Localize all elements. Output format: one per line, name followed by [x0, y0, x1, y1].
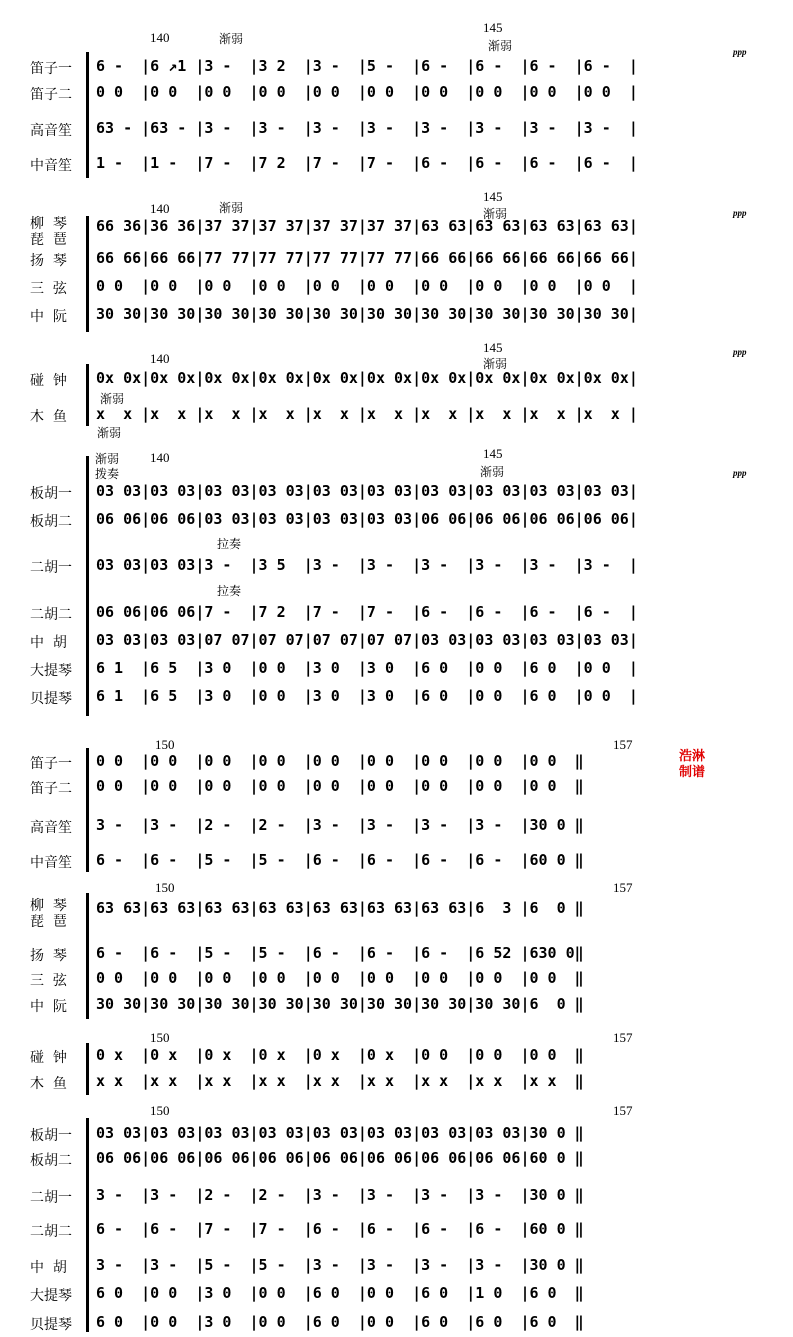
- instrument-label: 贝提琴: [30, 1317, 72, 1333]
- dynamic-marking: 渐弱: [480, 465, 505, 479]
- dynamic-marking: 渐弱: [100, 392, 125, 406]
- notation-line: 1 - |1 - |7 - |7 2 |7 - |7 - |6 - |6 - |6 - |6 - |: [96, 154, 638, 172]
- notation-line: 3 - |3 - |2 - |2 - |3 - |3 - |3 - |3 - |30 0 ‖: [96, 1186, 584, 1204]
- instrument-label: 贝提琴: [30, 691, 72, 707]
- instrument-label: 柳 琴 琵 琶: [30, 898, 67, 930]
- notation-line: 0 0 |0 0 |0 0 |0 0 |0 0 |0 0 |0 0 |0 0 |0 0 ‖: [96, 752, 584, 770]
- dynamic-marking-ppp: ppp: [733, 47, 747, 57]
- measure-number: 157: [613, 1030, 633, 1045]
- instrument-label: 板胡二: [30, 1153, 72, 1169]
- watermark-text: 浩淋 制谱: [679, 749, 706, 780]
- system-bracket: [86, 456, 89, 716]
- notation-line: 3 - |3 - |2 - |2 - |3 - |3 - |3 - |3 - |30 0 ‖: [96, 816, 584, 834]
- measure-number: 140: [150, 30, 170, 45]
- dynamic-marking-ppp: ppp: [733, 347, 747, 357]
- notation-line: 6 - |6 ↗1 |3 - |3 2 |3 - |5 - |6 - |6 - |6 - |6 - |: [96, 57, 638, 75]
- measure-number: 150: [150, 1030, 170, 1045]
- notation-line: 6 1 |6 5 |3 0 |0 0 |3 0 |3 0 |6 0 |0 0 |6 0 |0 0 |: [96, 687, 638, 705]
- measure-number: 145: [483, 446, 503, 461]
- notation-line: 03 03|03 03|3 - |3 5 |3 - |3 - |3 - |3 - |3 - |3 - |: [96, 556, 638, 574]
- instrument-label: 高音笙: [30, 123, 72, 139]
- system-bracket: [86, 1043, 89, 1095]
- notation-line: 66 36|36 36|37 37|37 37|37 37|37 37|63 63|63 63|63 63|63 63|: [96, 217, 638, 235]
- instrument-label: 木 鱼: [30, 1076, 67, 1092]
- instrument-label: 二胡一: [30, 1190, 72, 1206]
- notation-line: 06 06|06 06|7 - |7 2 |7 - |7 - |6 - |6 - |6 - |6 - |: [96, 603, 638, 621]
- notation-line: 06 06|06 06|03 03|03 03|03 03|03 03|06 06|06 06|06 06|06 06|: [96, 510, 638, 528]
- dynamic-marking-ppp: ppp: [733, 208, 747, 218]
- dynamic-marking: 渐弱: [483, 207, 508, 221]
- instrument-label: 板胡一: [30, 1128, 72, 1144]
- notation-line: 6 0 |0 0 |3 0 |0 0 |6 0 |0 0 |6 0 |1 0 |6 0 ‖: [96, 1284, 584, 1302]
- instrument-label: 板胡二: [30, 514, 72, 530]
- notation-line: 63 - |63 - |3 - |3 - |3 - |3 - |3 - |3 - |3 - |3 - |: [96, 119, 638, 137]
- instrument-label: 板胡一: [30, 486, 72, 502]
- notation-line: 0 0 |0 0 |0 0 |0 0 |0 0 |0 0 |0 0 |0 0 |0 0 ‖: [96, 777, 584, 795]
- system-bracket: [86, 52, 89, 178]
- system-bracket: [86, 216, 89, 332]
- instrument-label: 三 弦: [30, 281, 67, 297]
- instrument-label: 中 阮: [30, 309, 67, 325]
- measure-number: 145: [483, 340, 503, 355]
- dynamic-marking: 渐弱: [95, 452, 120, 466]
- system-bracket: [86, 893, 89, 1019]
- instrument-label: 大提琴: [30, 1288, 72, 1304]
- instrument-label: 扬 琴: [30, 253, 67, 269]
- measure-number: 150: [155, 880, 175, 895]
- system-bracket: [86, 748, 89, 872]
- dynamic-marking: 渐弱: [219, 32, 244, 46]
- instrument-label: 木 鱼: [30, 409, 67, 425]
- technique-marking: 拨奏: [95, 467, 120, 481]
- instrument-label: 中 阮: [30, 999, 67, 1015]
- technique-marking: 拉奏: [217, 584, 242, 598]
- dynamic-marking: 渐弱: [483, 357, 508, 371]
- notation-line: 6 0 |0 0 |3 0 |0 0 |6 0 |0 0 |6 0 |6 0 |6 0 ‖: [96, 1313, 584, 1331]
- notation-line: 0 x |0 x |0 x |0 x |0 x |0 x |0 0 |0 0 |0 0 ‖: [96, 1046, 584, 1064]
- notation-line: 0 0 |0 0 |0 0 |0 0 |0 0 |0 0 |0 0 |0 0 |0 0 |0 0 |: [96, 83, 638, 101]
- notation-line: 63 63|63 63|63 63|63 63|63 63|63 63|63 63|6 3 |6 0 ‖: [96, 899, 584, 917]
- measure-number: 157: [613, 1103, 633, 1118]
- notation-line: 3 - |3 - |5 - |5 - |3 - |3 - |3 - |3 - |30 0 ‖: [96, 1256, 584, 1274]
- instrument-label: 中音笙: [30, 855, 72, 871]
- notation-line: 0 0 |0 0 |0 0 |0 0 |0 0 |0 0 |0 0 |0 0 |0 0 ‖: [96, 969, 584, 987]
- notation-line: 66 66|66 66|77 77|77 77|77 77|77 77|66 66|66 66|66 66|66 66|: [96, 249, 638, 267]
- dynamic-marking: 渐弱: [97, 426, 122, 440]
- notation-line: 6 - |6 - |5 - |5 - |6 - |6 - |6 - |6 52 |630 0‖: [96, 944, 584, 962]
- notation-line: 6 - |6 - |5 - |5 - |6 - |6 - |6 - |6 - |60 0 ‖: [96, 851, 584, 869]
- instrument-label: 中 胡: [30, 635, 67, 651]
- instrument-label: 大提琴: [30, 663, 72, 679]
- system-bracket: [86, 1118, 89, 1332]
- notation-line: x x |x x |x x |x x |x x |x x |x x |x x |x x ‖: [96, 1072, 584, 1090]
- instrument-label: 碰 钟: [30, 1050, 67, 1066]
- instrument-label: 三 弦: [30, 973, 67, 989]
- instrument-label: 笛子一: [30, 756, 72, 772]
- measure-number: 145: [483, 20, 503, 35]
- measure-number: 157: [613, 880, 633, 895]
- dynamic-marking: 渐弱: [488, 39, 513, 53]
- measure-number: 145: [483, 189, 503, 204]
- notation-line: 03 03|03 03|07 07|07 07|07 07|07 07|03 03|03 03|03 03|03 03|: [96, 631, 638, 649]
- instrument-label: 二胡二: [30, 1224, 72, 1240]
- instrument-label: 笛子二: [30, 87, 72, 103]
- instrument-label: 二胡二: [30, 607, 72, 623]
- notation-line: x x |x x |x x |x x |x x |x x |x x |x x |x x |x x |: [96, 405, 638, 423]
- notation-line: 30 30|30 30|30 30|30 30|30 30|30 30|30 30|30 30|6 0 ‖: [96, 995, 584, 1013]
- instrument-label: 扬 琴: [30, 948, 67, 964]
- instrument-label: 中 胡: [30, 1260, 67, 1276]
- notation-line: 0 0 |0 0 |0 0 |0 0 |0 0 |0 0 |0 0 |0 0 |0 0 |0 0 |: [96, 277, 638, 295]
- instrument-label: 高音笙: [30, 820, 72, 836]
- technique-marking: 拉奏: [217, 537, 242, 551]
- notation-line: 0x 0x|0x 0x|0x 0x|0x 0x|0x 0x|0x 0x|0x 0x|0x 0x|0x 0x|0x 0x|: [96, 369, 638, 387]
- notation-line: 6 1 |6 5 |3 0 |0 0 |3 0 |3 0 |6 0 |0 0 |6 0 |0 0 |: [96, 659, 638, 677]
- notation-line: 03 03|03 03|03 03|03 03|03 03|03 03|03 03|03 03|30 0 ‖: [96, 1124, 584, 1142]
- measure-number: 157: [613, 737, 633, 752]
- instrument-label: 笛子二: [30, 781, 72, 797]
- dynamic-marking: 渐弱: [219, 201, 244, 215]
- system-bracket: [86, 364, 89, 426]
- measure-number: 150: [150, 1103, 170, 1118]
- measure-number: 140: [150, 450, 170, 465]
- measure-number: 150: [155, 737, 175, 752]
- measure-number: 140: [150, 201, 170, 216]
- notation-line: 03 03|03 03|03 03|03 03|03 03|03 03|03 03|03 03|03 03|03 03|: [96, 482, 638, 500]
- measure-number: 140: [150, 351, 170, 366]
- instrument-label: 中音笙: [30, 158, 72, 174]
- instrument-label: 笛子一: [30, 61, 72, 77]
- notation-line: 6 - |6 - |7 - |7 - |6 - |6 - |6 - |6 - |60 0 ‖: [96, 1220, 584, 1238]
- instrument-label: 碰 钟: [30, 373, 67, 389]
- instrument-label: 柳 琴 琵 琶: [30, 216, 67, 248]
- instrument-label: 二胡一: [30, 560, 72, 576]
- dynamic-marking-ppp: ppp: [733, 468, 747, 478]
- notation-line: 06 06|06 06|06 06|06 06|06 06|06 06|06 06|06 06|60 0 ‖: [96, 1149, 584, 1167]
- notation-line: 30 30|30 30|30 30|30 30|30 30|30 30|30 30|30 30|30 30|30 30|: [96, 305, 638, 323]
